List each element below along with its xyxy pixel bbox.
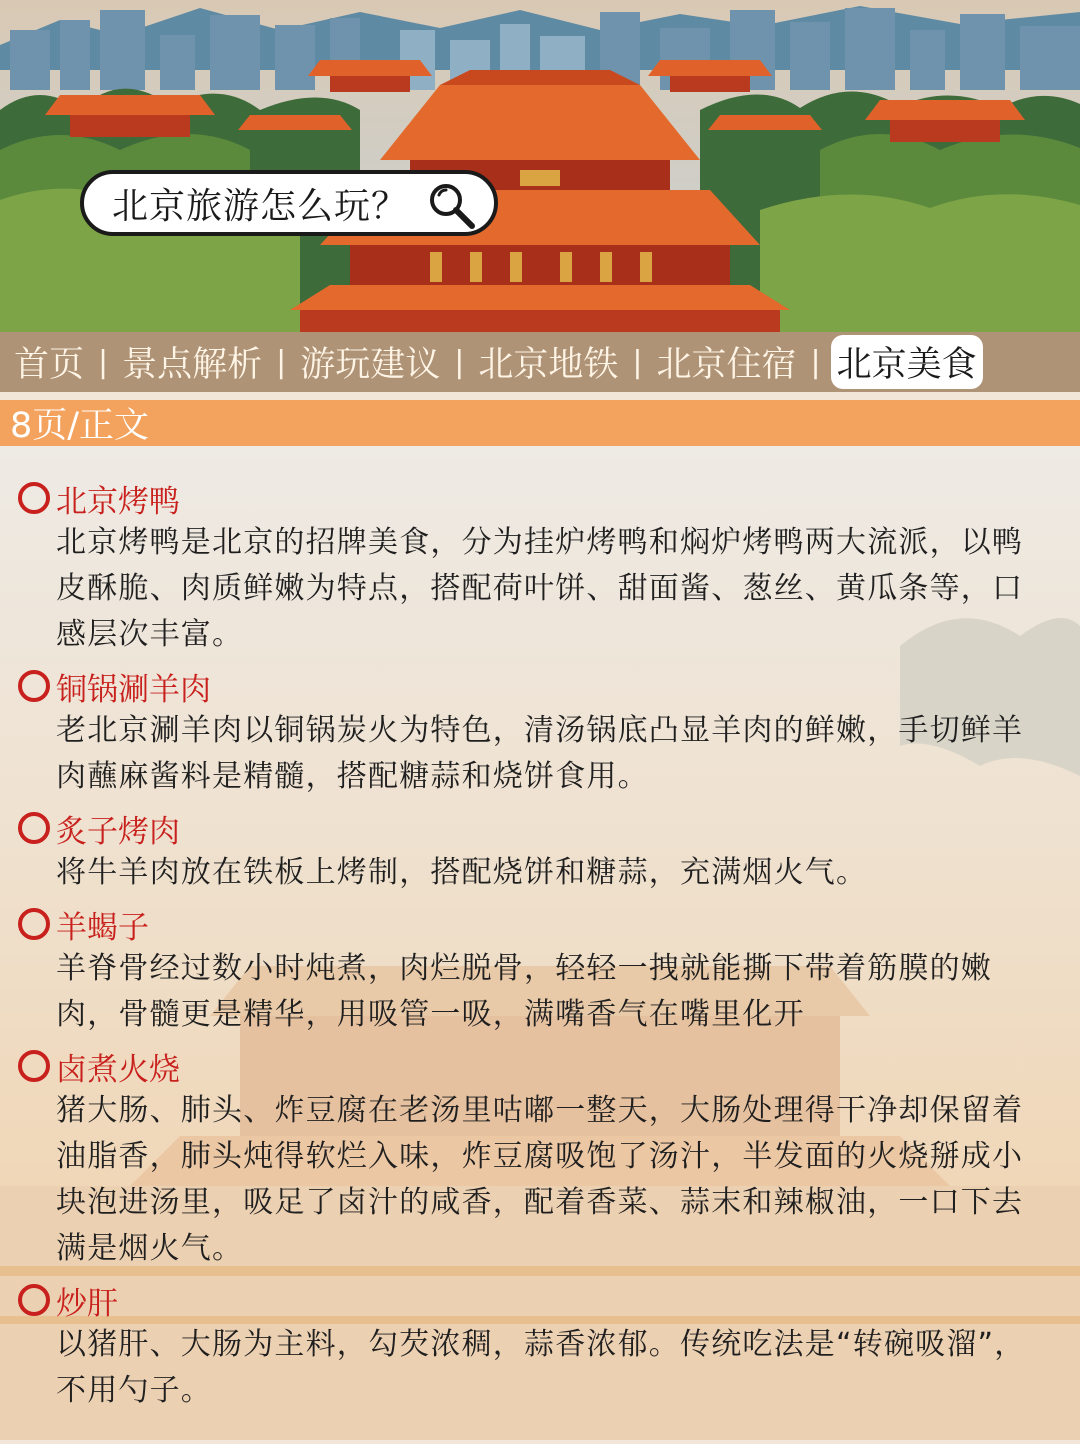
food-title [18, 902, 1048, 946]
nav-separator: | [98, 344, 109, 380]
header-banner [0, 0, 1080, 332]
nav-subway[interactable]: 北京地铁 [478, 345, 619, 385]
page-breadcrumb: 8页/正文 [10, 406, 150, 446]
list-item [18, 902, 1048, 1038]
food-title [18, 476, 1048, 520]
food-name: 炙子烤肉 [56, 813, 180, 850]
circle-icon [18, 482, 50, 514]
list-item [18, 1044, 1048, 1272]
nav-food[interactable]: 北京美食 [831, 335, 983, 389]
list-item [18, 1278, 1048, 1414]
list-item [18, 806, 1048, 896]
nav-tips[interactable]: 游玩建议 [300, 345, 441, 385]
food-title [18, 1278, 1048, 1322]
search-bar[interactable] [80, 170, 498, 236]
nav-hotels[interactable]: 北京住宿 [656, 345, 797, 385]
food-title [18, 806, 1048, 850]
page-breadcrumb-bar [0, 400, 1080, 446]
food-name: 炒肝 [56, 1285, 118, 1322]
list-item [18, 476, 1048, 658]
nav-separator: | [276, 344, 287, 380]
food-name: 卤煮火烧 [56, 1051, 180, 1088]
food-title [18, 664, 1048, 708]
food-name: 羊蝎子 [56, 909, 149, 946]
circle-icon [18, 1284, 50, 1316]
circle-icon [18, 908, 50, 940]
food-description: 羊脊骨经过数小时炖煮，肉烂脱骨，轻轻一拽就能撕下带着筋膜的嫩肉，骨髓更是精华，用吸管一吸，满嘴香气在嘴里化开 [56, 951, 992, 1032]
food-description: 北京烤鸭是北京的招牌美食，分为挂炉烤鸭和焖炉烤鸭两大流派，以鸭皮酥脆、肉质鲜嫩为特点，搭配荷叶饼、甜面酱、葱丝、黄瓜条等，口感层次丰富。 [56, 525, 1024, 652]
food-description: 将牛羊肉放在铁板上烤制，搭配烧饼和糖蒜，充满烟火气。 [56, 855, 868, 890]
category-nav [0, 332, 1080, 392]
food-name: 铜锅涮羊肉 [56, 671, 211, 708]
food-description: 老北京涮羊肉以铜锅炭火为特色，清汤锅底凸显羊肉的鲜嫩，手切鲜羊肉蘸麻酱料是精髓，搭配糖蒜和烧饼食用。 [56, 713, 1024, 794]
nav-home[interactable]: 首页 [14, 345, 85, 385]
food-title [18, 1044, 1048, 1088]
food-list [18, 476, 1048, 1420]
food-description: 以猪肝、大肠为主料，勾芡浓稠，蒜香浓郁。传统吃法是“转碗吸溜”，不用勺子。 [56, 1327, 1026, 1408]
food-description: 猪大肠、肺头、炸豆腐在老汤里咕嘟一整天，大肠处理得干净却保留着油脂香，肺头炖得软烂入味，炸豆腐吸饱了汤汁，半发面的火烧掰成小块泡进汤里，吸足了卤汁的咸香，配着香菜、蒜末和辣椒油，一口下去满是烟火气。 [56, 1093, 1024, 1266]
nav-separator: | [454, 344, 465, 380]
circle-icon [18, 670, 50, 702]
food-name: 北京烤鸭 [56, 483, 180, 520]
circle-icon [18, 812, 50, 844]
search-text: 北京旅游怎么玩？ [112, 185, 409, 227]
circle-icon [18, 1050, 50, 1082]
nav-attractions[interactable]: 景点解析 [122, 345, 263, 385]
forbidden-city-illustration [0, 0, 1080, 332]
nav-separator: | [810, 344, 821, 380]
nav-separator: | [632, 344, 643, 380]
list-item [18, 664, 1048, 800]
magnifier-icon[interactable] [426, 180, 478, 232]
